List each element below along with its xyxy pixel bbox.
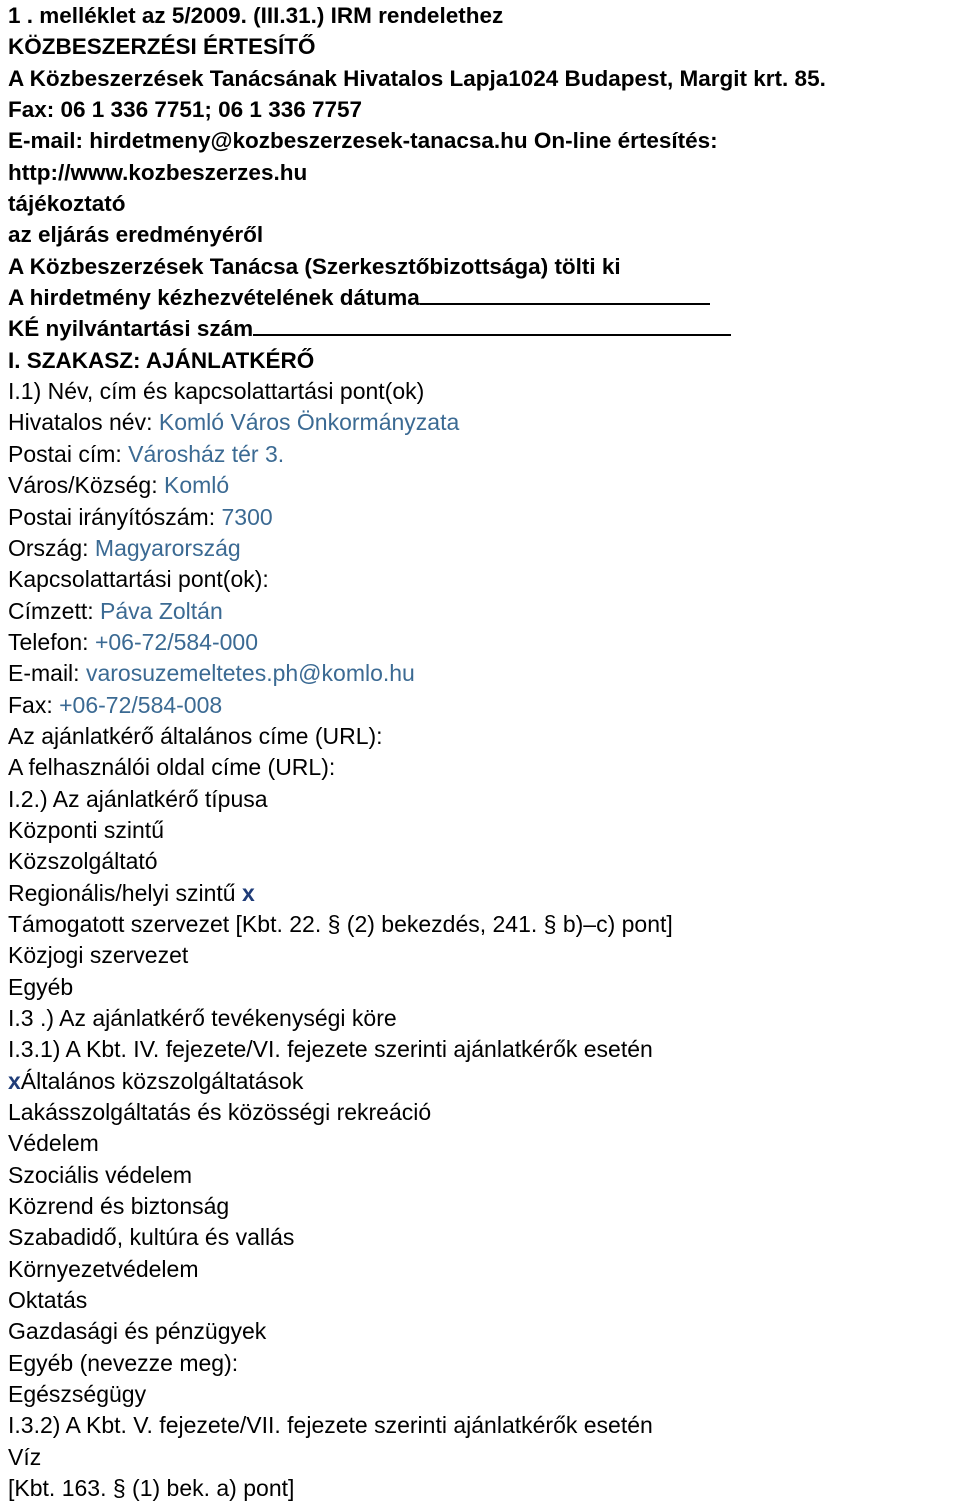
official-name-label: Hivatalos név: — [8, 409, 153, 436]
buyer-profile-url-label: A felhasználói oldal címe (URL): — [8, 754, 336, 781]
buyer-type-heading: I.2.) Az ajánlatkérő típusa — [8, 785, 268, 812]
receipt-date-row — [8, 282, 952, 313]
type-regional: Regionális/helyi szintű — [8, 879, 236, 906]
postal-address-label: Postai cím: — [8, 440, 122, 467]
fax-row — [8, 690, 952, 721]
postal-address-value: Városház tér 3. — [128, 440, 285, 467]
document — [8, 0, 952, 1505]
type-central: Központi szintű — [8, 816, 164, 843]
activity-item: Környezetvédelem — [8, 1255, 199, 1282]
phone-label: Telefon: — [8, 628, 89, 655]
fax-label: Fax: — [8, 691, 53, 718]
activity-sub2-heading: I.3.2) A Kbt. V. fejezete/VII. fejezete szerinti ajánlatkérők esetén — [8, 1412, 653, 1439]
activity-general-check-mark: x — [8, 1067, 21, 1094]
type-supported: Támogatott szervezet [Kbt. 22. § (2) bekezdés, 241. § b)–c) pont] — [8, 910, 673, 937]
official-name-row — [8, 407, 952, 438]
general-url-label: Az ajánlatkérő általános címe (URL): — [8, 722, 383, 749]
email-row — [8, 658, 952, 689]
gazette-email: E-mail: hirdetmeny@kozbeszerzesek-tanacsa.hu On-line értesítés: — [8, 128, 718, 154]
phone-row — [8, 627, 952, 658]
activity-heading: I.3 .) Az ajánlatkérő tevékenységi köre — [8, 1005, 397, 1031]
gazette-title: KÖZBESZERZÉSI ÉRTESÍTŐ — [8, 34, 316, 60]
activity-item: Egészségügy — [8, 1381, 147, 1408]
country-row — [8, 533, 952, 564]
postcode-value: 7300 — [221, 503, 273, 530]
notice-type: tájékoztató — [8, 191, 126, 217]
gazette-publisher: A Közbeszerzések Tanácsának Hivatalos Lapja1024 Budapest, Margit krt. 85. — [8, 65, 826, 91]
addressee-row — [8, 596, 952, 627]
activity-item: Szabadidő, kultúra és vallás — [8, 1224, 295, 1251]
gazette-url: http://www.kozbeszerzes.hu — [8, 159, 308, 185]
activity-item: Szociális védelem — [8, 1161, 193, 1188]
type-utility: Közszolgáltató — [8, 848, 158, 875]
activity-item: Lakásszolgáltatás és közösségi rekreáció — [8, 1099, 432, 1126]
city-label: Város/Község: — [8, 472, 158, 499]
contact-points-label: Kapcsolattartási pont(ok): — [8, 566, 269, 593]
addressee-value: Páva Zoltán — [100, 597, 223, 624]
type-other: Egyéb — [8, 973, 74, 1000]
activity-item: Közrend és biztonság — [8, 1193, 230, 1220]
receipt-date-label: A hirdetmény kézhezvételének dátuma — [8, 285, 420, 311]
official-name-value: Komló Város Önkormányzata — [158, 409, 460, 436]
ke-number-row — [8, 313, 952, 344]
activity-item: Védelem — [8, 1130, 99, 1157]
ke-number-blank — [253, 314, 731, 336]
section-title: I. SZAKASZ: AJÁNLATKÉRŐ — [8, 347, 315, 373]
activity-water: Víz — [8, 1443, 42, 1470]
receipt-date-blank — [420, 283, 710, 305]
country-label: Ország: — [8, 534, 89, 561]
email-label: E-mail: — [8, 660, 80, 687]
activity-item: Oktatás — [8, 1287, 88, 1314]
email-value: varosuzemeltetes.ph@komlo.hu — [85, 660, 415, 687]
city-row — [8, 470, 952, 501]
notice-subject: az eljárás eredményéről — [8, 222, 264, 248]
activity-general-row — [8, 1066, 952, 1097]
activity-water-reference: [Kbt. 163. § (1) bek. a) pont] — [8, 1475, 295, 1502]
city-value: Komló — [163, 472, 230, 499]
activity-item: Egyéb (nevezze meg): — [8, 1349, 239, 1376]
type-regional-row — [8, 878, 952, 909]
gazette-fax: Fax: 06 1 336 7751; 06 1 336 7757 — [8, 97, 363, 123]
phone-value: +06-72/584-000 — [94, 628, 259, 655]
postcode-row — [8, 502, 952, 533]
type-regional-check-mark: x — [241, 879, 255, 906]
activity-sub1-heading: I.3.1) A Kbt. IV. fejezete/VI. fejezete szerinti ajánlatkérők esetén — [8, 1036, 653, 1063]
addressee-label: Címzett: — [8, 597, 94, 624]
country-value: Magyarország — [94, 534, 241, 561]
contact-heading: I.1) Név, cím és kapcsolattartási pont(ok) — [8, 378, 425, 405]
postal-address-row — [8, 439, 952, 470]
postcode-label: Postai irányítószám: — [8, 503, 216, 530]
ke-number-label: KÉ nyilvántartási szám — [8, 316, 254, 342]
editorial-note: A Közbeszerzések Tanácsa (Szerkesztőbizottsága) tölti ki — [8, 253, 621, 279]
activity-general: Általános közszolgáltatások — [20, 1067, 304, 1094]
annex-reference: 1 . melléklet az 5/2009. (III.31.) IRM rendelethez — [8, 3, 504, 28]
type-public-law: Közjogi szervezet — [8, 942, 189, 969]
fax-value: +06-72/584-008 — [59, 691, 223, 718]
activity-item: Gazdasági és pénzügyek — [8, 1318, 267, 1345]
